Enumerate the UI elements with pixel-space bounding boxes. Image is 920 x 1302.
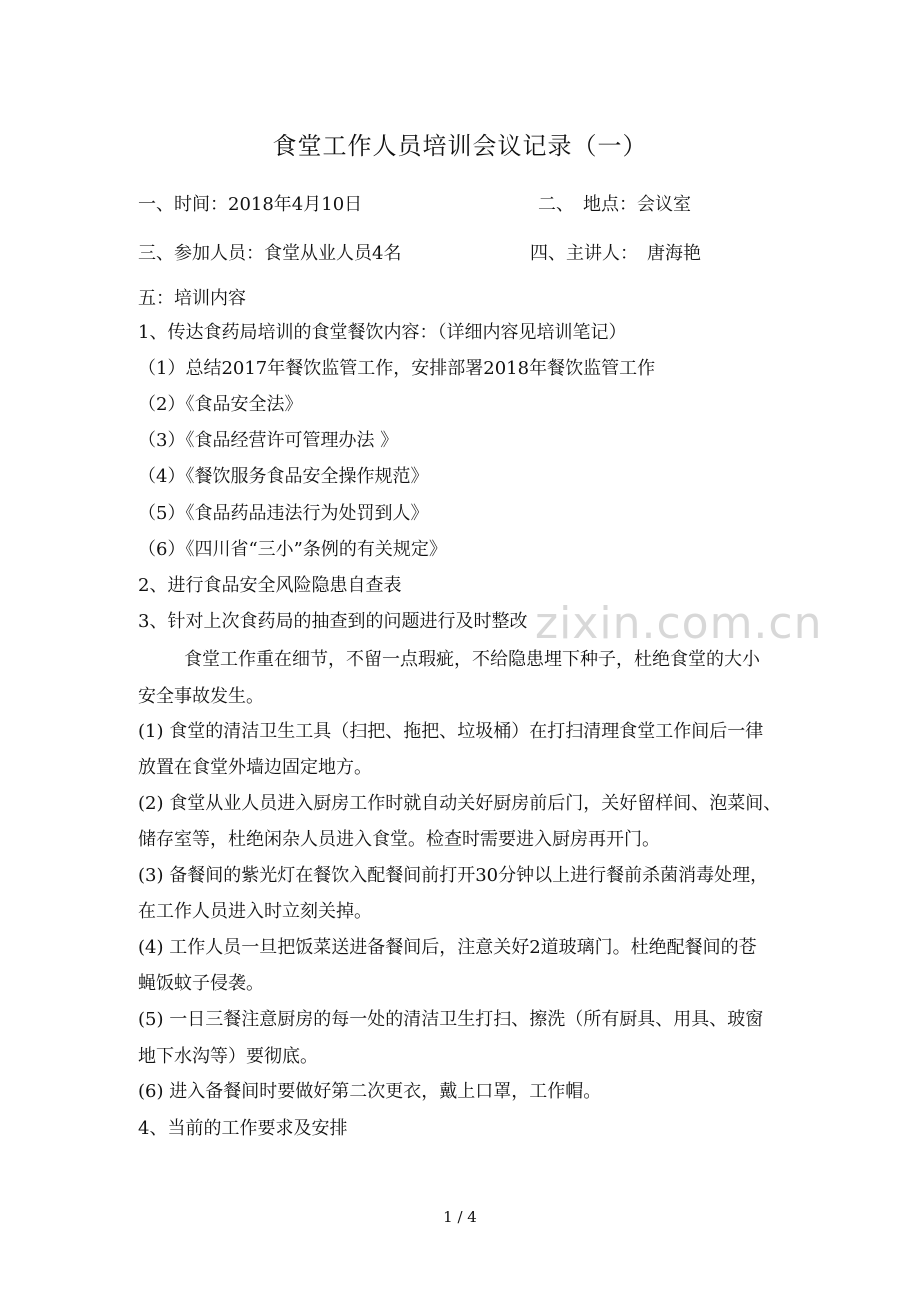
item3: 3、针对上次食药局的抽查到的问题进行及时整改: [138, 611, 528, 632]
item2: 2、进行食品安全风险隐患自查表: [138, 575, 402, 596]
rule-line: (3) 备餐间的紫光灯在餐饮入配餐间前打开30分钟以上进行餐前杀菌消毒处理，: [138, 865, 769, 886]
watermark: zixin.com.cn: [535, 598, 823, 649]
rule-line: (2) 食堂从业人员进入厨房工作时就自动关好厨房前后门，关好留样间、泡菜间、: [138, 793, 782, 814]
meta-speaker: 四、主讲人： 唐海艳: [530, 243, 701, 264]
item1-sub: （6）《四川省“三小”条例的有关规定》: [138, 539, 447, 560]
rule-line: (6) 进入备餐间时要做好第二次更衣，戴上口罩，工作帽。: [138, 1081, 602, 1102]
rule-line: (1) 食堂的清洁卫生工具（扫把、拖把、垃圾桶）在打扫清理食堂工作间后一律: [138, 721, 764, 742]
paragraph-line: 食堂工作重在细节，不留一点瑕疵，不给隐患埋下种子，杜绝食堂的大小: [184, 649, 760, 670]
page-number: 1 / 4: [443, 1208, 477, 1226]
section5-title: 五：培训内容: [138, 288, 246, 309]
rule-line: 地下水沟等）要彻底。: [138, 1046, 318, 1067]
meta-attendees: 三、参加人员：食堂从业人员4名: [138, 243, 402, 264]
item1-sub: （1）总结2017年餐饮监管工作，安排部署2018年餐饮监管工作: [138, 358, 656, 379]
rule-line: (4) 工作人员一旦把饭菜送进备餐间后，注意关好2道玻璃门。杜绝配餐间的苍: [138, 937, 757, 958]
rule-line: 储存室等，杜绝闲杂人员进入食堂。检查时需要进入厨房再开门。: [138, 829, 660, 850]
rule-line: 蝇饭蚊子侵袭。: [138, 973, 264, 994]
item1-heading: 1、传达食药局培训的食堂餐饮内容：（详细内容见培训笔记）: [138, 322, 627, 343]
item1-sub: （4）《餐饮服务食品安全操作规范》: [138, 466, 429, 487]
paragraph-line: 安全事故发生。: [138, 686, 264, 707]
rule-line: 在工作人员进入时立刻关掉。: [138, 901, 372, 922]
meta-place: 二、 地点：会议室: [538, 194, 691, 215]
rule-line: 放置在食堂外墙边固定地方。: [138, 757, 372, 778]
rule-line: (5) 一日三餐注意厨房的每一处的清洁卫生打扫、擦洗（所有厨具、用具、玻窗: [138, 1009, 764, 1030]
item1-sub: （5）《食品药品违法行为处罚到人》: [138, 503, 429, 524]
item1-sub: （3）《食品经营许可管理办法 》: [138, 430, 399, 451]
page-title: 食堂工作人员培训会议记录（一）: [272, 132, 648, 160]
item4: 4、当前的工作要求及安排: [138, 1118, 348, 1139]
item1-sub: （2）《食品安全法》: [138, 394, 303, 415]
meta-time: 一、时间：2018年4月10日: [138, 194, 363, 215]
